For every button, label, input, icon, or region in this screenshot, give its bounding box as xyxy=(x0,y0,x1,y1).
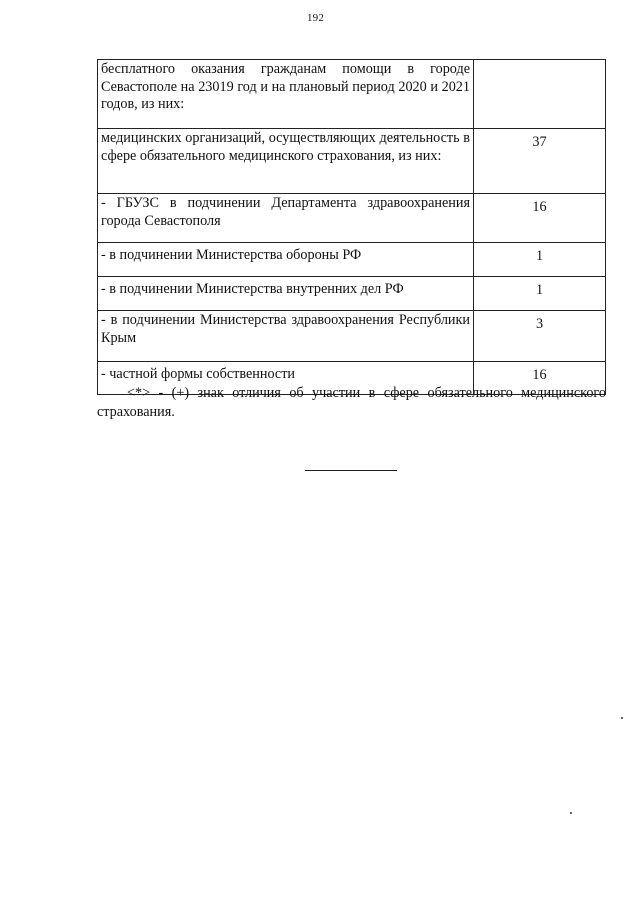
row-value: 3 xyxy=(474,311,606,362)
page-number: 192 xyxy=(306,12,325,24)
row-value xyxy=(474,60,606,129)
footnote: <*> - (+) знак отличия об участии в сфере обязательного медицинского страхования. xyxy=(97,385,606,420)
table-row xyxy=(98,243,606,277)
row-label: - в подчинении Министерства здравоохранения Республики Крым xyxy=(98,311,474,362)
row-label: бесплатного оказания гражданам помощи в городе Севастополе на 23019 год и на плановый период 2020 и 2021 годов, из них: xyxy=(98,60,474,129)
row-label: - в подчинении Министерства внутренних дел РФ xyxy=(98,277,474,311)
table-row xyxy=(98,277,606,311)
row-value: 16 xyxy=(474,194,606,243)
row-label: медицинских организаций, осуществляющих деятельность в сфере обязательного медицинского страхования, из них: xyxy=(98,129,474,194)
table-row xyxy=(98,311,606,362)
row-value: 1 xyxy=(474,277,606,311)
row-label: - в подчинении Министерства обороны РФ xyxy=(98,243,474,277)
end-divider xyxy=(305,470,397,471)
organizations-table xyxy=(97,59,606,395)
scan-speck xyxy=(570,812,572,814)
row-value: 37 xyxy=(474,129,606,194)
table-row xyxy=(98,60,606,129)
table-row xyxy=(98,129,606,194)
row-label: - ГБУЗС в подчинении Департамента здравоохранения города Севастополя xyxy=(98,194,474,243)
row-label: - частной формы собственности xyxy=(98,362,474,395)
table-row xyxy=(98,194,606,243)
row-value: 1 xyxy=(474,243,606,277)
scan-speck xyxy=(621,717,623,719)
row-value: 16 xyxy=(474,362,606,395)
